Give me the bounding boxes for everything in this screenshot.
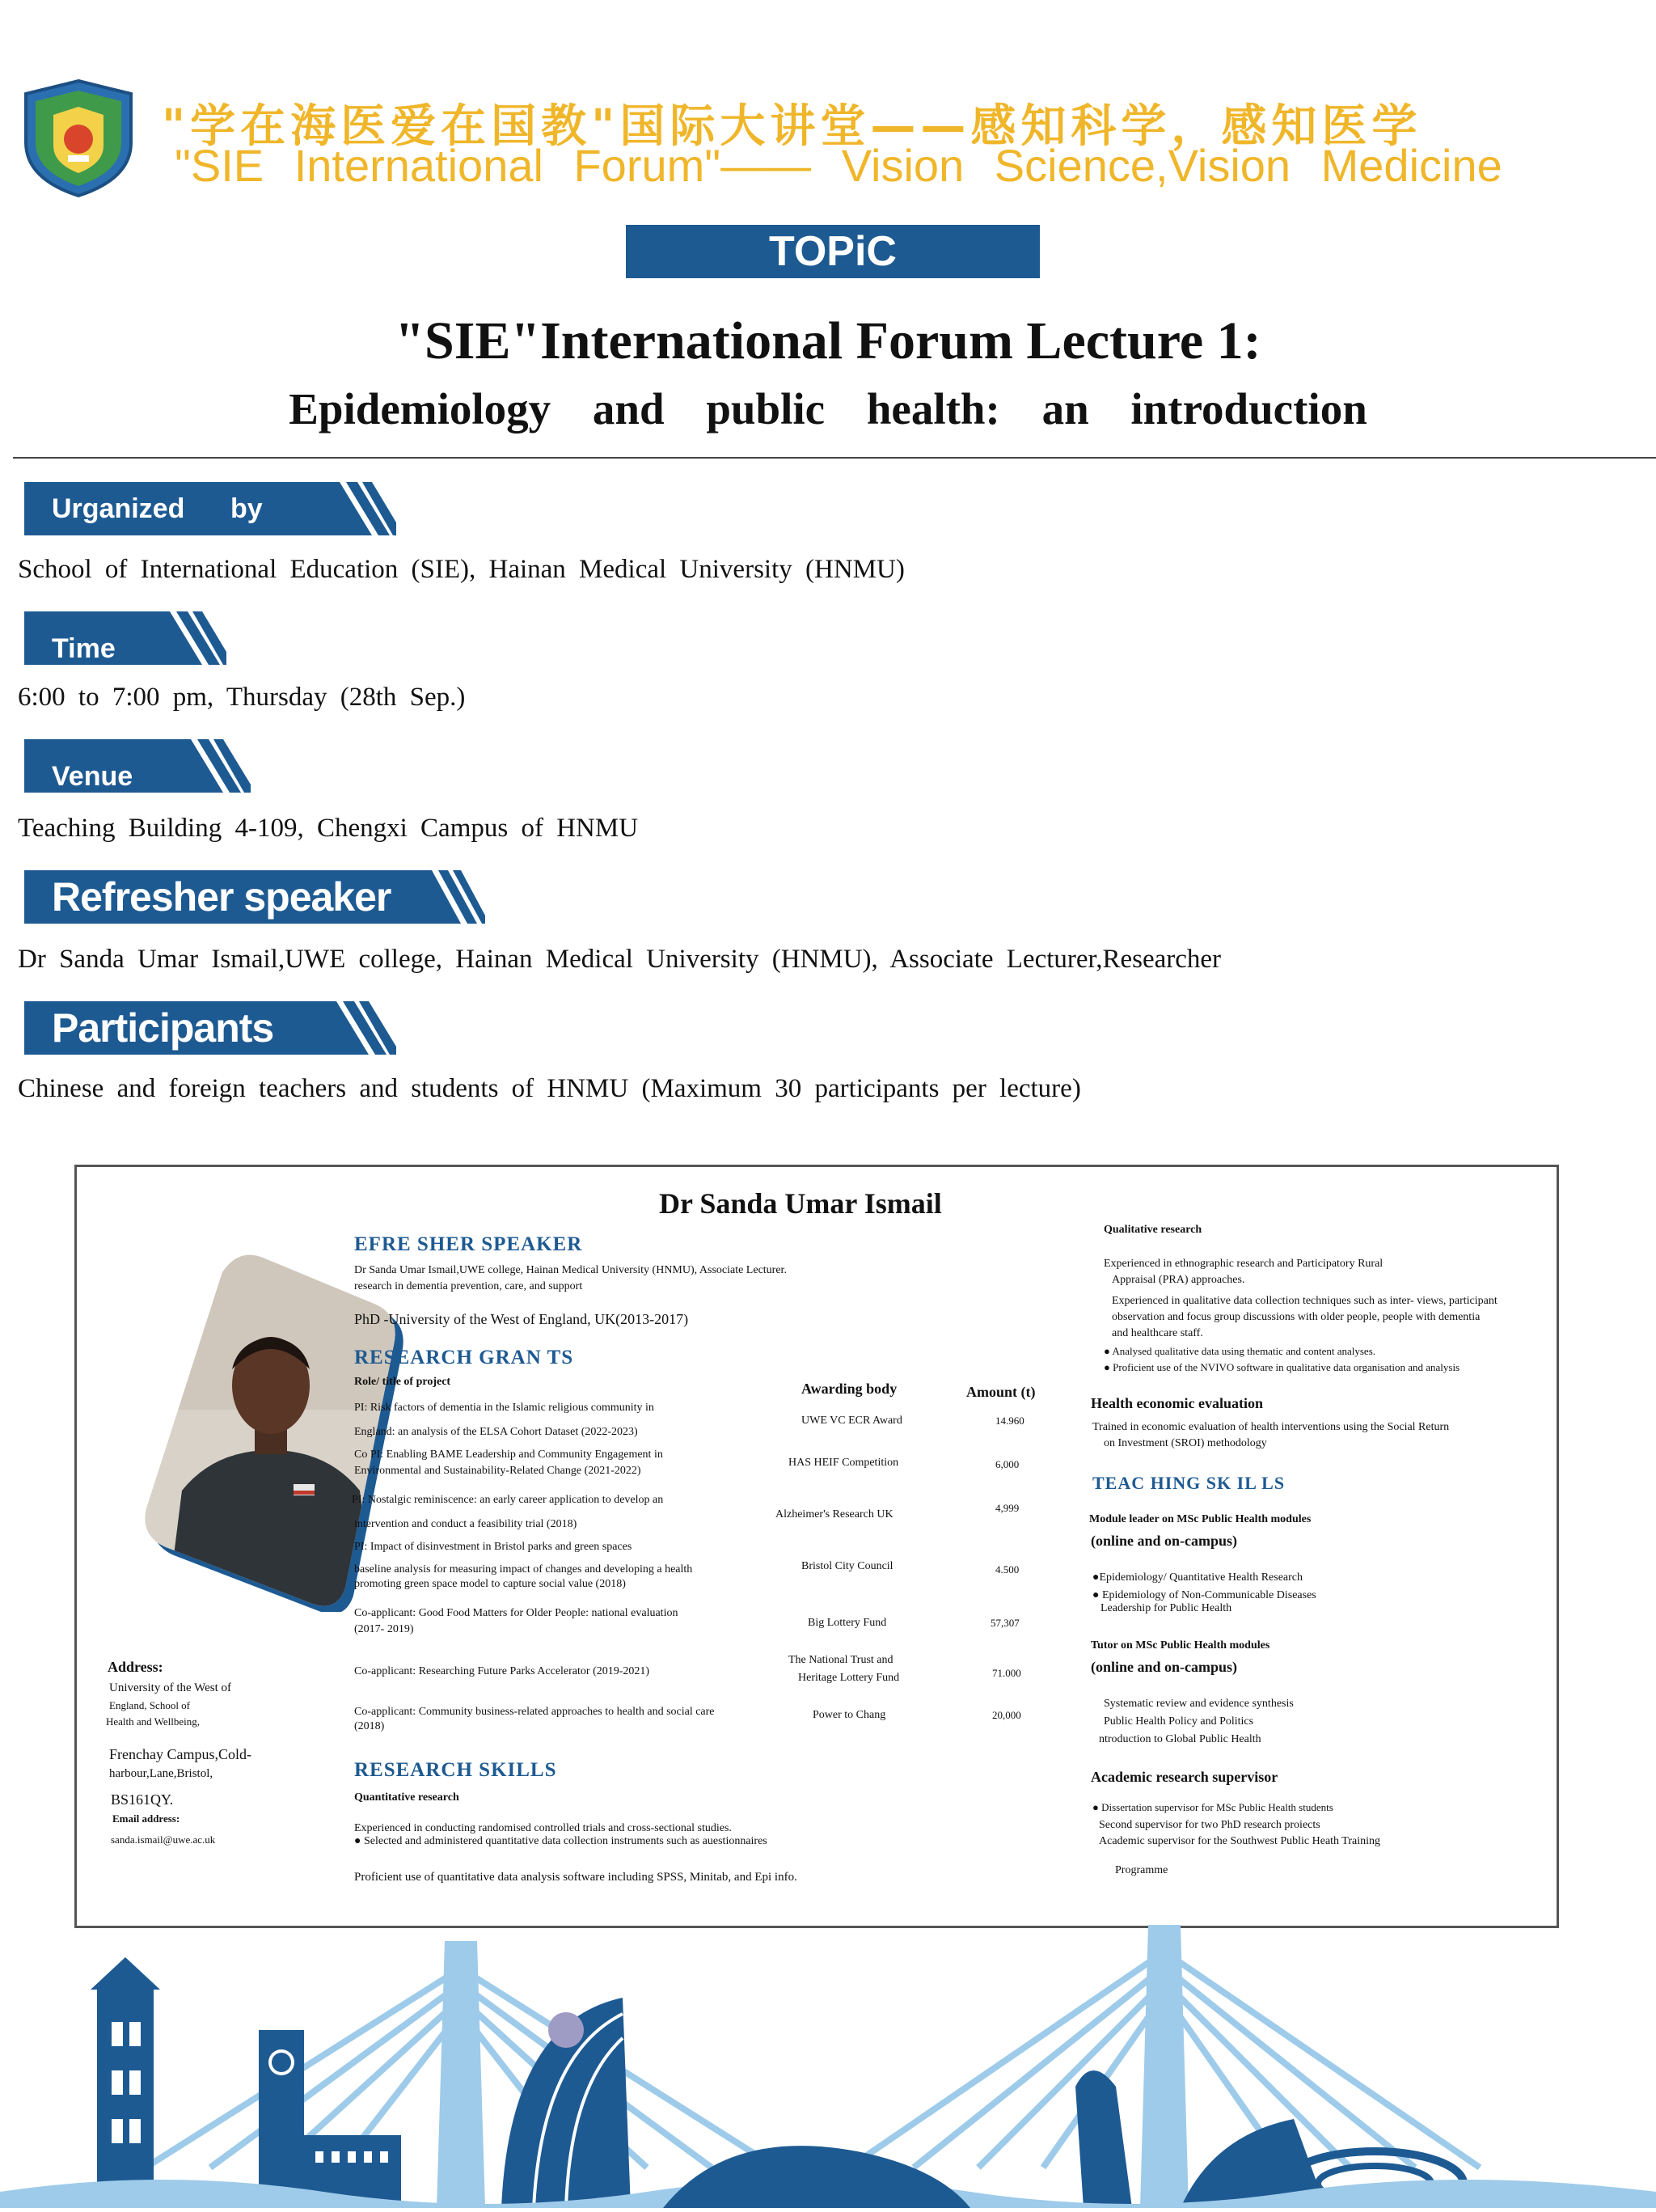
cv-health-heading: Health economic evaluation <box>1091 1395 1263 1411</box>
organizer-text: School of International Education (SIE), Hainan Medical University (HNMU) <box>18 555 905 584</box>
lecture-title: "SIE"International Forum Lecture 1: <box>395 311 1261 370</box>
cv-qual-item: ● Analysed qualitative data using thematic and content analyses. <box>1104 1345 1376 1357</box>
forum-title-english: "SIE International Forum"—— Vision Science,Vision Medicine <box>175 140 1502 191</box>
cv-grants-heading: RESEARCH GRAN TS <box>354 1347 574 1368</box>
cv-tutor-item: ntroduction to Global Public Health <box>1099 1733 1261 1745</box>
grant-amount: 20,000 <box>992 1709 1021 1721</box>
grant-title: Co-applicant: Researching Future Parks Accelerator (2019-2021) <box>354 1665 650 1677</box>
lecture-subtitle: Epidemiology and public health: an introduction <box>289 384 1367 434</box>
grant-amount: 14.960 <box>995 1415 1024 1427</box>
grant-body: Power to Chang <box>813 1709 886 1721</box>
header-divider <box>13 457 1656 459</box>
grant-body: Big Lottery Fund <box>808 1617 887 1629</box>
organized-by-banner <box>24 482 396 535</box>
organized-by-label: Urganized by <box>24 482 315 535</box>
cv-role-header: Role/ title of project <box>354 1376 451 1388</box>
school-logo <box>19 78 137 199</box>
cv-supervisor-item: Academic supervisor for the Southwest Public Heath Training <box>1099 1835 1381 1847</box>
grant-title: Co PI: Enabling BAME Leadership and Community Engagement in <box>354 1449 663 1461</box>
speaker-label: Refresher speaker <box>24 870 420 924</box>
speaker-cv-card <box>74 1165 1559 1928</box>
forum-title-chinese: "学在海医爱在国教"国际大讲堂——感知科学，感知医学 <box>162 100 1422 153</box>
cv-teaching-heading: TEAC HING SK IL LS <box>1092 1473 1286 1493</box>
cv-supervisor-item: ● Dissertation supervisor for MSc Public Health students <box>1092 1801 1333 1813</box>
cv-qual-heading: Qualitative research <box>1104 1224 1202 1236</box>
venue-text: Teaching Building 4-109, Chengxi Campus of HNMU <box>18 814 639 843</box>
grant-title: promoting green space model to capture social value (2018) <box>354 1578 626 1590</box>
address-line: England, School of <box>109 1699 191 1711</box>
cv-qual-text: Proficient use of the NVIVO software in qualitative data organisation and analysis <box>1113 1361 1460 1373</box>
time-label: Time <box>24 611 154 665</box>
grant-title: PI: Risk factors of dementia in the Islamic religious community in <box>354 1402 654 1414</box>
cv-module-item: ● Epidemiology of Non-Communicable Diseases <box>1092 1589 1316 1601</box>
cv-tutor-item: Systematic review and evidence synthesis <box>1104 1698 1294 1710</box>
grant-body: UWE VC ECR Award <box>801 1415 902 1427</box>
address-line: University of the West of <box>109 1681 231 1694</box>
speaker-banner <box>24 870 485 924</box>
grant-amount: 57,307 <box>991 1617 1020 1629</box>
cv-module-item: ●Epidemiology/ Quantitative Health Research <box>1092 1571 1303 1584</box>
cv-phd: PhD -University of the West of England, UK(2013-2017) <box>354 1311 689 1327</box>
grant-title: Co-applicant: Community business-related approaches to health and social care <box>354 1706 715 1718</box>
stripes-icon <box>170 739 251 793</box>
cv-speaker-name: Dr Sanda Umar Ismail <box>659 1187 942 1220</box>
address-heading: Address: <box>108 1659 163 1675</box>
cv-supervisor-item: Programme <box>1115 1864 1168 1876</box>
cv-qual-item: Experienced in ethnographic research and Participatory Rural <box>1104 1258 1384 1270</box>
cv-tutor-item: Public Health Policy and Politics <box>1104 1715 1254 1728</box>
grant-amount: 4,999 <box>995 1502 1020 1514</box>
cv-qual-item: ● Proficient use of the NVIVO software in qualitative data organisation and analysis <box>1104 1361 1460 1373</box>
address-line: Health and Wellbeing, <box>106 1715 201 1728</box>
address-line: Frenchay Campus,Cold- <box>109 1746 251 1762</box>
cv-skills-heading: RESEARCH SKILLS <box>354 1759 557 1781</box>
cv-amount-header: Amount (t) <box>966 1384 1036 1400</box>
email-address: sanda.ismail@uwe.ac.uk <box>111 1833 216 1846</box>
grant-title: PI: Impact of disinvestment in Bristol parks and green spaces <box>354 1541 632 1553</box>
grant-title: baseline analysis for measuring impact of changes and developing a health <box>354 1563 693 1575</box>
grant-title: (2018) <box>354 1720 385 1732</box>
cv-quant-item: Proficient use of quantitative data analysis software including SPSS, Minitab, and Epi info. <box>354 1871 797 1884</box>
grant-amount: 6,000 <box>995 1458 1020 1470</box>
cv-qual-text: Analysed qualitative data using thematic and content analyses. <box>1112 1345 1376 1357</box>
cv-supervisor-item: Second supervisor for two PhD research proiects <box>1099 1819 1320 1831</box>
cv-tutor-heading: Tutor on MSc Public Health modules <box>1091 1639 1270 1652</box>
cv-online-note: (online and on-campus) <box>1091 1533 1238 1549</box>
grant-title: England: an analysis of the ELSA Cohort Dataset (2022-2023) <box>354 1426 638 1438</box>
topic-badge: TOPiC <box>626 225 1040 278</box>
city-skyline-illustration <box>0 1925 1656 2208</box>
email-label: Email address: <box>112 1812 180 1825</box>
venue-banner <box>24 739 251 793</box>
stripes-icon <box>315 482 396 535</box>
stripes-icon <box>154 611 226 665</box>
cv-supervisor-text: Dissertation supervisor for MSc Public Health students <box>1101 1801 1333 1813</box>
cv-speaker-desc: research in dementia prevention, care, and support <box>354 1280 583 1292</box>
cv-module-text: Epidemiology of Non-Communicable Diseases <box>1101 1589 1316 1601</box>
cv-health-item: Trained in economic evaluation of health interventions using the Social Return <box>1092 1421 1450 1433</box>
grant-title: intervention and conduct a feasibility trial (2018) <box>354 1518 577 1530</box>
cv-online-note: (online and on-campus) <box>1091 1659 1238 1675</box>
stripes-icon <box>315 1001 396 1055</box>
cv-qual-item: Experienced in qualitative data collection techniques such as inter- views, participant <box>1112 1295 1498 1307</box>
participants-label: Participants <box>24 1001 315 1055</box>
grant-body: Alzheimer's Research UK <box>775 1508 893 1520</box>
grant-body: The National Trust and <box>788 1654 893 1666</box>
address-line: harbour,Lane,Bristol, <box>109 1767 213 1780</box>
cv-quant-heading: Quantitative research <box>354 1791 459 1804</box>
grant-title: Co-applicant: Good Food Matters for Older People: national evaluation <box>354 1607 678 1619</box>
grant-title: Environmental and Sustainability-Related Change (2021-2022) <box>354 1465 641 1477</box>
cv-health-item: on Investment (SROI) methodology <box>1104 1437 1267 1449</box>
grant-amount: 71.000 <box>992 1667 1021 1679</box>
participants-banner <box>24 1001 396 1055</box>
cv-module-item: Leadership for Public Health <box>1100 1602 1232 1614</box>
cv-qual-item: and healthcare staff. <box>1112 1327 1203 1339</box>
grant-title: (2017- 2019) <box>354 1623 414 1635</box>
cv-qual-item: observation and focus group discussions with older people, people with dementia <box>1112 1311 1481 1323</box>
venue-label: Venue <box>24 739 170 793</box>
cv-supervisor-heading: Academic research supervisor <box>1091 1769 1278 1785</box>
grant-body: HAS HEIF Competition <box>788 1457 899 1469</box>
grant-amount: 4.500 <box>995 1563 1020 1575</box>
grant-body: Bristol City Council <box>801 1560 893 1572</box>
cv-quant-text: Selected and administered quantitative data collection instruments such as auestionnaires <box>363 1835 767 1847</box>
cv-speaker-heading: EFRE SHER SPEAKER <box>354 1233 583 1255</box>
time-text: 6:00 to 7:00 pm, Thursday (28th Sep.) <box>18 683 466 712</box>
participants-text: Chinese and foreign teachers and students of HNMU (Maximum 30 participants per lecture) <box>18 1074 1081 1103</box>
cv-quant-item: Experienced in conducting randomised controlled trials and cross-sectional studies. <box>354 1822 732 1834</box>
speaker-text: Dr Sanda Umar Ismail,UWE college, Hainan Medical University (HNMU), Associate Lecturer,Researcher <box>18 945 1222 974</box>
cv-module-text: Epidemiology/ Quantitative Health Research <box>1099 1571 1303 1584</box>
cv-speaker-desc: Dr Sanda Umar Ismail,UWE college, Hainan Medical University (HNMU), Associate Lecturer. <box>354 1264 787 1276</box>
cv-module-heading: Module leader on MSc Public Health modules <box>1089 1513 1312 1525</box>
cv-qual-item: Appraisal (PRA) approaches. <box>1112 1274 1245 1286</box>
grant-title: PI: Nostalgic reminiscence: an early career application to develop an <box>352 1494 664 1506</box>
stripes-icon <box>420 870 485 924</box>
grant-body: Heritage Lottery Fund <box>798 1672 900 1684</box>
time-banner <box>24 611 226 665</box>
address-line: BS161QY. <box>111 1791 174 1808</box>
cv-quant-item: ● Selected and administered quantitative data collection instruments such as auestionnaires <box>354 1835 767 1847</box>
cv-awarding-header: Awarding body <box>801 1381 898 1397</box>
